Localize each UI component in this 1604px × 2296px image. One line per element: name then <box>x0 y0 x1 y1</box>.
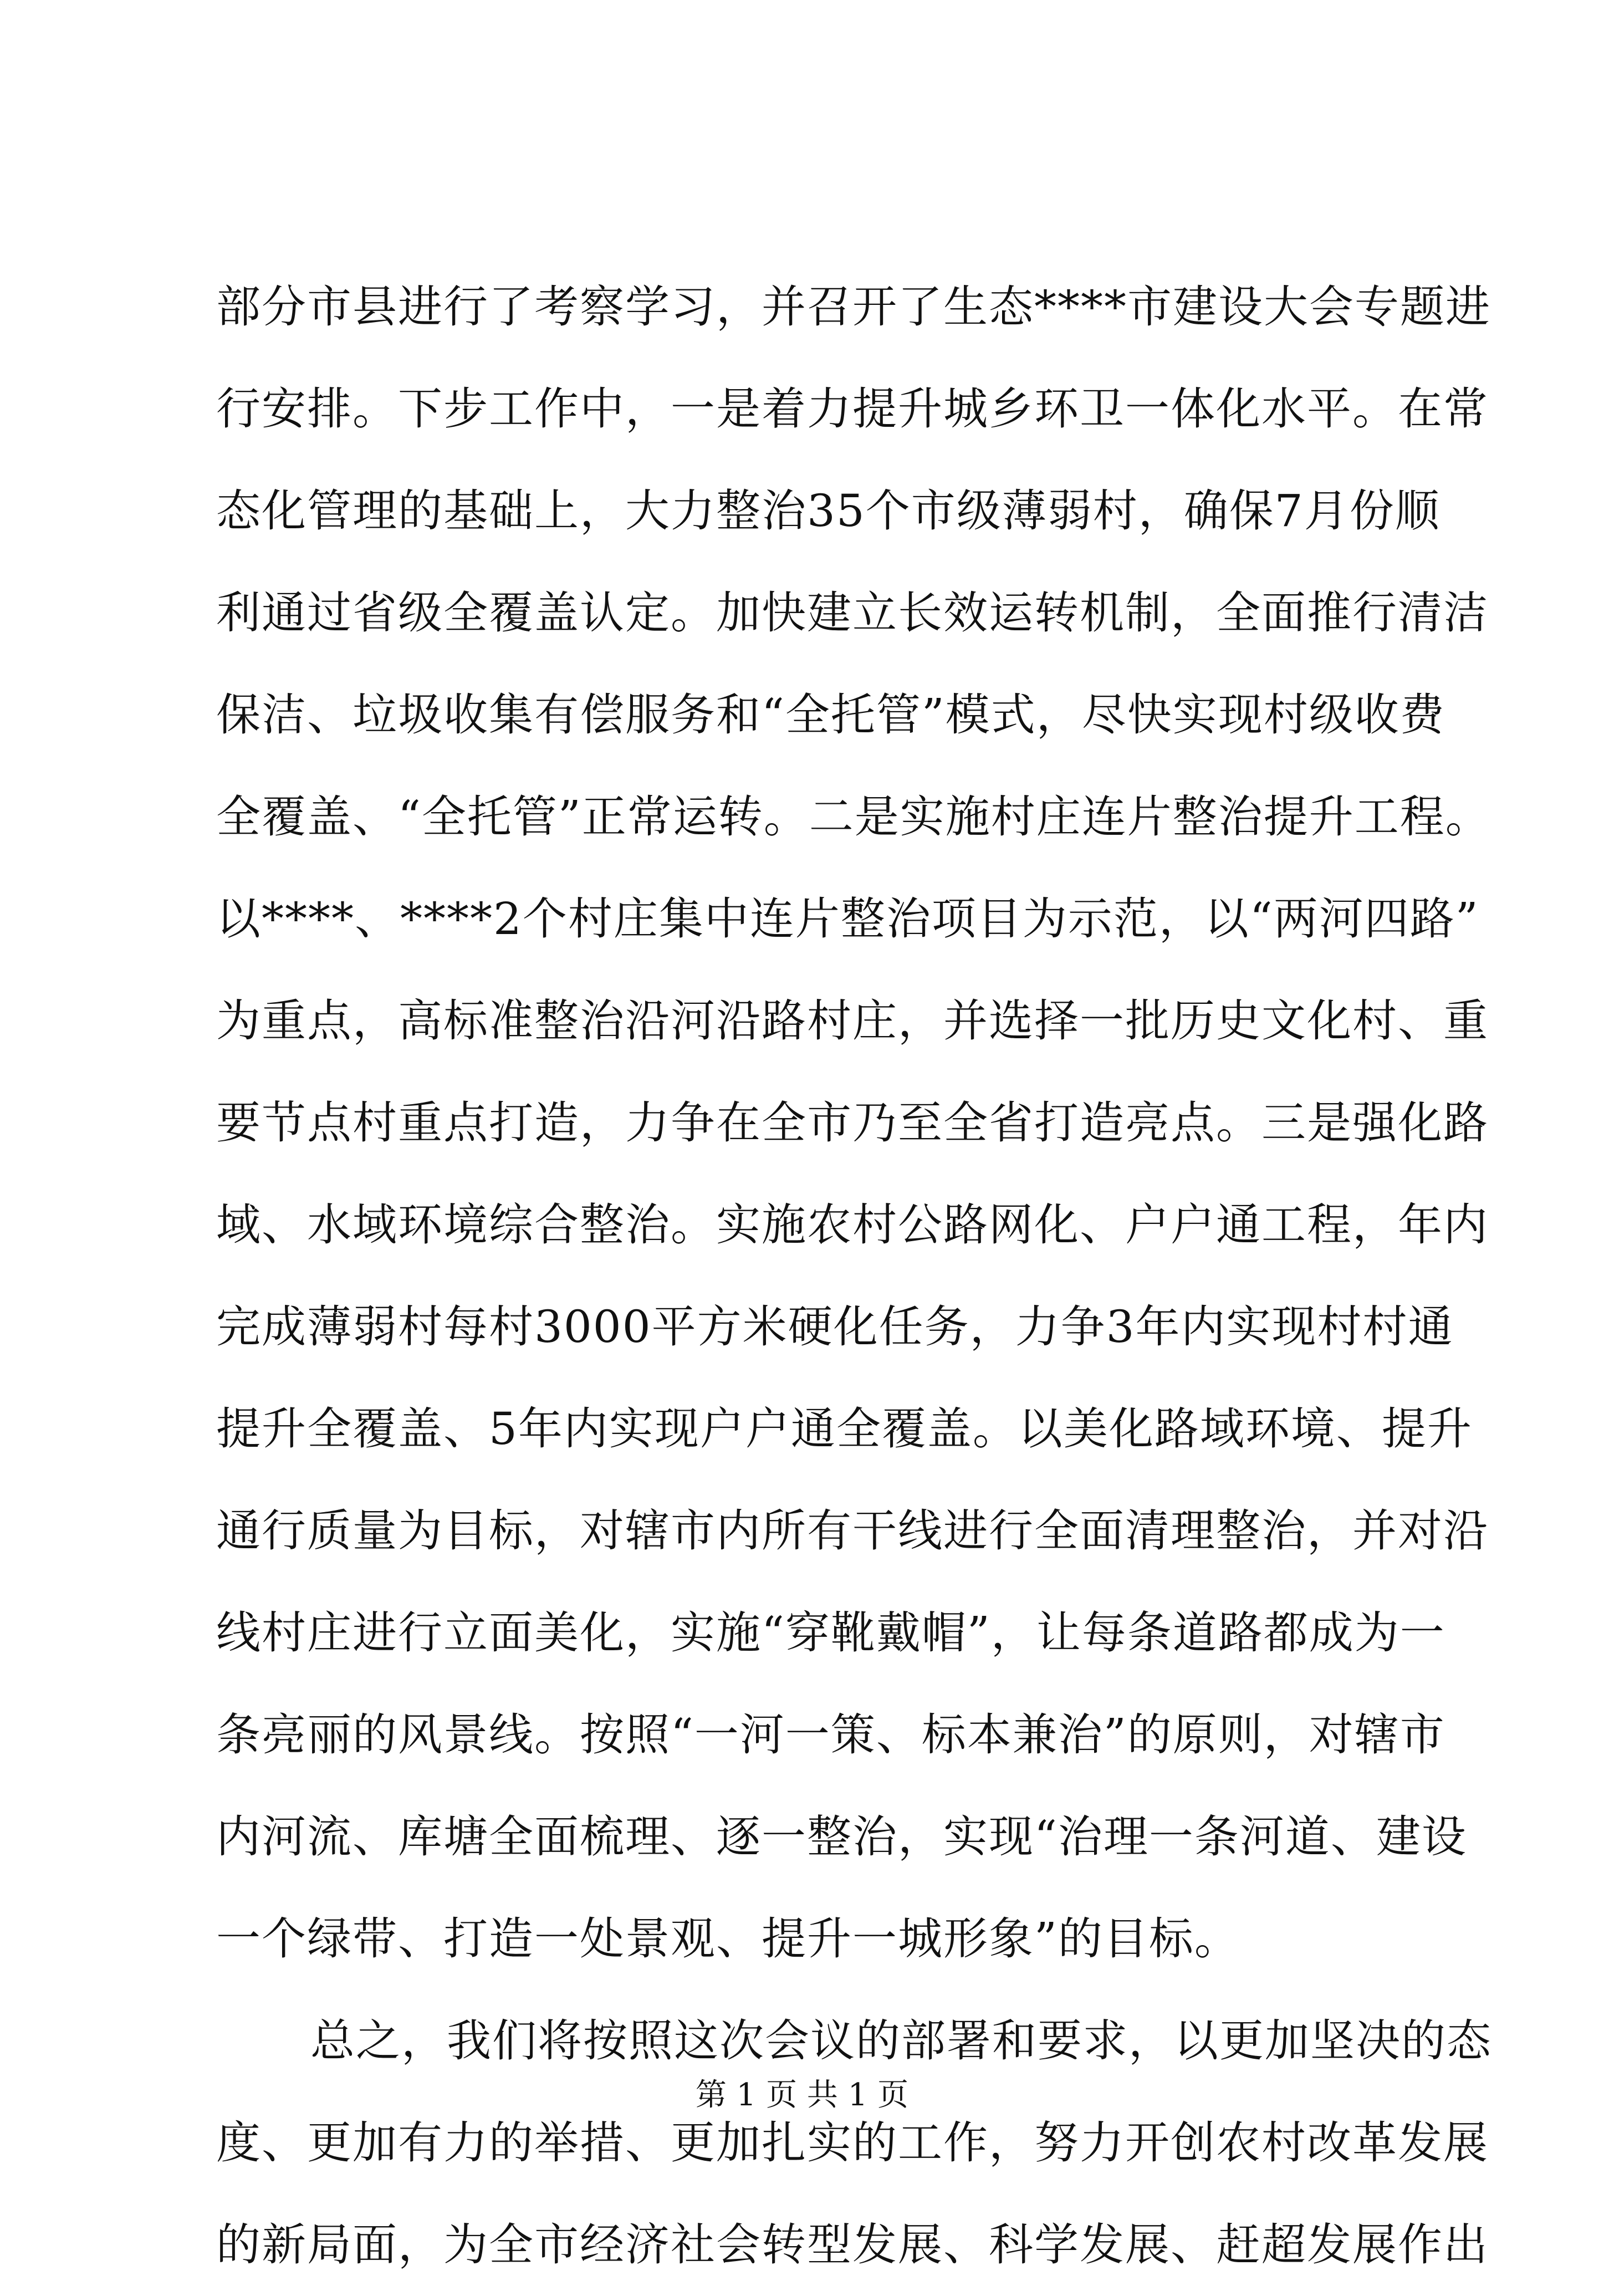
text-line: 域、水域环境综合整治。实施农村公路网化、户户通工程，年内 <box>216 1199 1489 1251</box>
text-line: 总之，我们将按照这次会议的部署和要求，以更加坚决的态 <box>310 2015 1492 2067</box>
text-line: 行安排。下步工作中，一是着力提升城乡环卫一体化水平。在常 <box>216 383 1489 435</box>
body-text <box>216 256 1492 2296</box>
text-line: 提升全覆盖、5年内实现户户通全覆盖。以美化路域环境、提升 <box>216 1403 1473 1455</box>
text-line: 利通过省级全覆盖认定。加快建立长效运转机制，全面推行清洁 <box>216 587 1489 639</box>
text-line: 的新局面，为全市经济社会转型发展、科学发展、赶超发展作出 <box>216 2219 1489 2271</box>
text-line: 一个绿带、打造一处景观、提升一城形象”的目标。 <box>216 1913 1240 1965</box>
text-line: 通行质量为目标，对辖市内所有干线进行全面清理整治，并对沿 <box>216 1505 1489 1557</box>
text-line: 态化管理的基础上，大力整治35个市级薄弱村，确保7月份顺 <box>216 485 1440 537</box>
text-line: 度、更加有力的举措、更加扎实的工作，努力开创农村改革发展 <box>216 2117 1489 2169</box>
text-line: 为重点，高标准整治沿河沿路村庄，并选择一批历史文化村、重 <box>216 995 1489 1047</box>
text-line: 保洁、垃圾收集有偿服务和“全托管”模式，尽快实现村级收费 <box>216 689 1445 741</box>
text-line: 全覆盖、“全托管”正常运转。二是实施村庄连片整治提升工程。 <box>216 791 1491 843</box>
text-line: 以****、****2个村庄集中连片整治项目为示范，以“两河四路” <box>216 893 1479 945</box>
text-line: 完成薄弱村每村3000平方米硬化任务，力争3年内实现村村通 <box>216 1301 1454 1353</box>
text-line: 线村庄进行立面美化，实施“穿靴戴帽”，让每条道路都成为一 <box>216 1607 1445 1659</box>
text-line: 要节点村重点打造，力争在全市乃至全省打造亮点。三是强化路 <box>216 1097 1489 1149</box>
text-line: 条亮丽的风景线。按照“一河一策、标本兼治”的原则，对辖市 <box>216 1709 1445 1761</box>
text-line: 部分市县进行了考察学习，并召开了生态****市建设大会专题进 <box>216 281 1491 333</box>
page-number-footer: 第 1 页 共 1 页 <box>695 2077 909 2113</box>
text-line: 内河流、库塘全面梳理、逐一整治，实现“治理一条河道、建设 <box>216 1811 1467 1863</box>
